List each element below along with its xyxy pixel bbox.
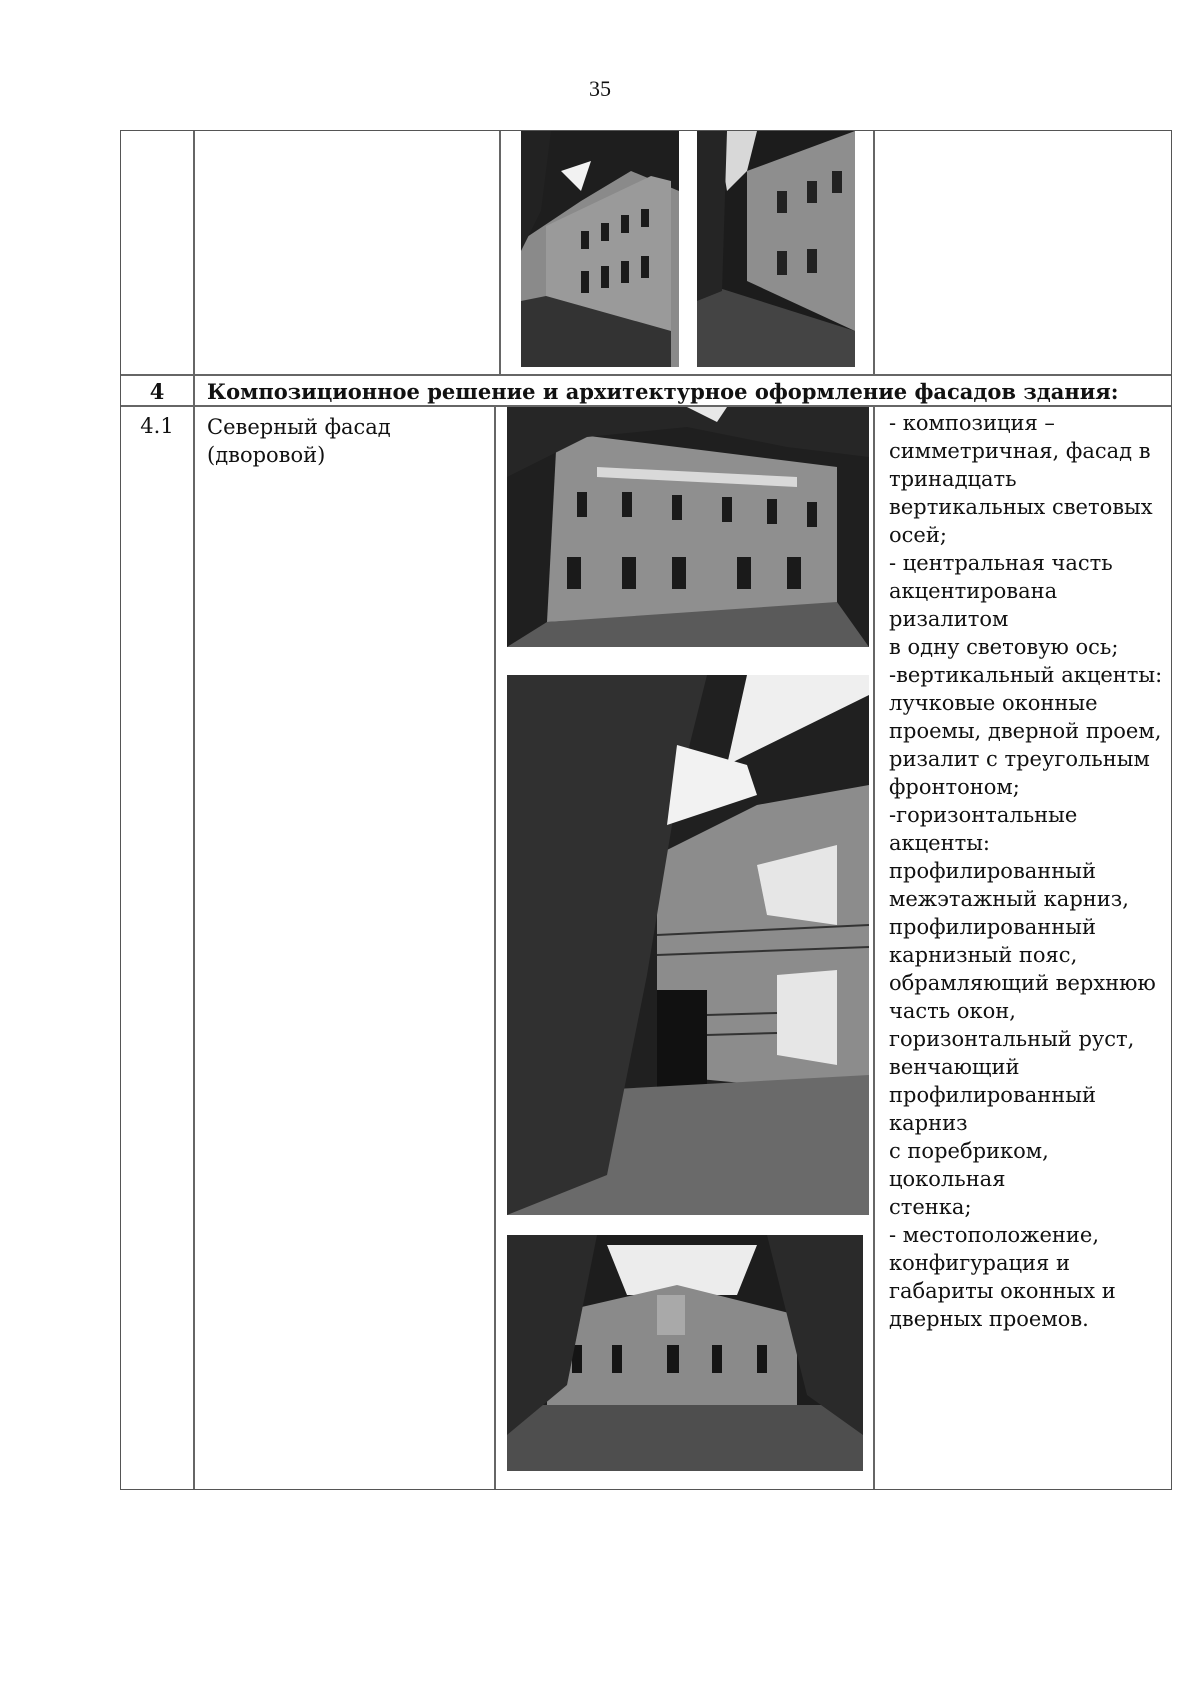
description-line: -вертикальный акценты:	[889, 663, 1163, 687]
description-line: часть окон,	[889, 999, 1016, 1023]
facade-name	[207, 413, 487, 469]
north-facade-photo-3	[507, 1235, 863, 1471]
description-line: в одну световую ось;	[889, 635, 1119, 659]
north-facade-photo-2	[507, 675, 869, 1215]
description-line: профилированный	[889, 859, 1096, 883]
description-line: вертикальных световых	[889, 495, 1153, 519]
description-line: - центральная часть	[889, 551, 1113, 575]
description-line: карнизный пояс,	[889, 943, 1078, 967]
description-line: стенка;	[889, 1195, 972, 1219]
column-divider	[494, 405, 496, 1489]
description-line: дверных проемов.	[889, 1307, 1089, 1331]
description-line: - местоположение,	[889, 1223, 1100, 1247]
row-divider	[121, 374, 1171, 376]
facade-photo-top-right	[697, 131, 855, 367]
column-divider	[873, 131, 875, 374]
heritage-table	[120, 130, 1172, 1490]
page-number: 35	[589, 76, 611, 101]
section-number: 4	[149, 379, 165, 404]
description-line: венчающий	[889, 1055, 1020, 1079]
description-line: симметричная, фасад в	[889, 439, 1151, 463]
description-line: профилированный	[889, 915, 1096, 939]
subsection-number: 4.1	[140, 414, 174, 438]
description-line: конфигурация и	[889, 1251, 1070, 1275]
column-divider	[499, 131, 501, 374]
description-line: профилированный карниз	[889, 1083, 1096, 1135]
description-line: фронтоном;	[889, 775, 1020, 799]
description-line: горизонтальный руст,	[889, 1027, 1135, 1051]
description-line: ризалит с треугольным	[889, 747, 1150, 771]
description-line: - композиция –	[889, 411, 1055, 435]
north-facade-photo-1	[507, 407, 869, 647]
description-line: габариты оконных и	[889, 1279, 1116, 1303]
description-line: осей;	[889, 523, 947, 547]
facade-description	[889, 409, 1169, 1333]
column-divider	[193, 131, 195, 1489]
column-divider	[873, 405, 875, 1489]
description-line: тринадцать	[889, 467, 1017, 491]
facade-name-line1: Северный фасад	[207, 415, 391, 439]
facade-name-line2: (дворовой)	[207, 443, 326, 467]
description-line: -горизонтальные акценты:	[889, 803, 1078, 855]
description-line: с поребриком, цокольная	[889, 1139, 1049, 1191]
description-line: обрамляющий верхнюю	[889, 971, 1156, 995]
facade-photo-top-left	[521, 131, 679, 367]
description-line: межэтажный карниз,	[889, 887, 1129, 911]
section-title: Композиционное решение и архитектурное оформление фасадов здания:	[207, 379, 1119, 404]
description-line: лучковые оконные	[889, 691, 1098, 715]
description-line: акцентирована ризалитом	[889, 579, 1058, 631]
description-line: проемы, дверной проем,	[889, 719, 1162, 743]
